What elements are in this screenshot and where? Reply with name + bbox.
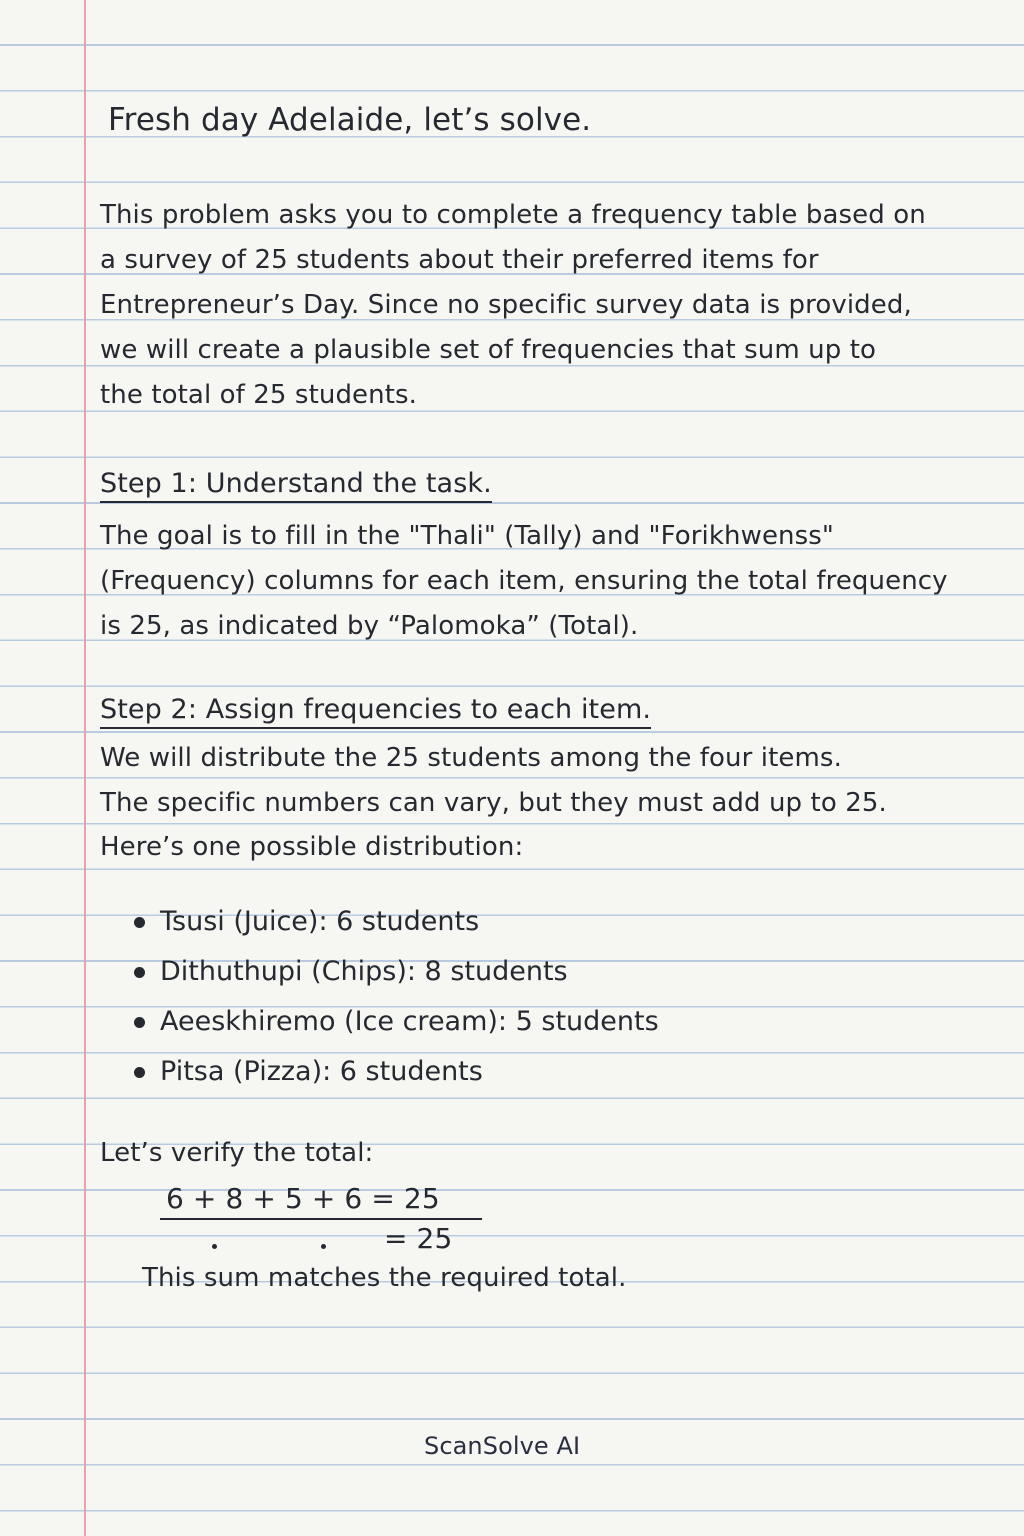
step2-line: Here’s one possible distribution: xyxy=(100,832,524,862)
list-item xyxy=(132,950,659,1000)
bullet-dot-icon xyxy=(134,1067,145,1078)
step1-line: (Frequency) columns for each item, ensuring the total frequency xyxy=(100,566,948,596)
list-item-text: Tsusi (Juice): 6 students xyxy=(160,906,480,937)
list-item-text: Aeeskhiremo (Ice cream): 5 students xyxy=(160,1006,659,1037)
intro-line: Entrepreneur’s Day. Since no specific survey data is provided, xyxy=(100,290,912,320)
intro-line: a survey of 25 students about their preferred items for xyxy=(100,245,819,275)
list-item xyxy=(132,1050,659,1100)
list-item xyxy=(132,1000,659,1050)
step2-line: We will distribute the 25 students among the four items. xyxy=(100,743,842,773)
dot-mark xyxy=(321,1244,326,1249)
bullet-dot-icon xyxy=(134,917,145,928)
list-item xyxy=(132,900,659,950)
intro-line: the total of 25 students. xyxy=(100,380,418,410)
verify-label: Let’s verify the total: xyxy=(100,1138,374,1168)
step2-heading: Step 2: Assign frequencies to each item. xyxy=(100,694,651,729)
margin-line xyxy=(84,0,86,1536)
conclusion: This sum matches the required total. xyxy=(142,1263,627,1293)
step1-line: is 25, as indicated by “Palomoka” (Total). xyxy=(100,611,639,641)
distribution-list xyxy=(132,900,659,1100)
greeting: Fresh day Adelaide, let’s solve. xyxy=(108,102,592,138)
bullet-dot-icon xyxy=(134,1017,145,1028)
equation-rule xyxy=(160,1218,482,1220)
brand-label: ScanSolve AI xyxy=(424,1432,581,1460)
sum-equation: 6 + 8 + 5 + 6 = 25 xyxy=(166,1182,440,1215)
step2-line: The specific numbers can vary, but they must add up to 25. xyxy=(100,788,887,818)
list-item-text: Pitsa (Pizza): 6 students xyxy=(160,1056,483,1087)
intro-line: This problem asks you to complete a frequency table based on xyxy=(100,200,926,230)
sum-result: = 25 xyxy=(384,1222,453,1255)
list-item-text: Dithuthupi (Chips): 8 students xyxy=(160,956,568,987)
dot-mark xyxy=(212,1244,217,1249)
step1-line: The goal is to fill in the "Thali" (Tally) and "Forikhwenss" xyxy=(100,521,834,551)
bullet-dot-icon xyxy=(134,967,145,978)
step1-heading: Step 1: Understand the task. xyxy=(100,468,492,503)
intro-line: we will create a plausible set of frequencies that sum up to xyxy=(100,335,877,365)
